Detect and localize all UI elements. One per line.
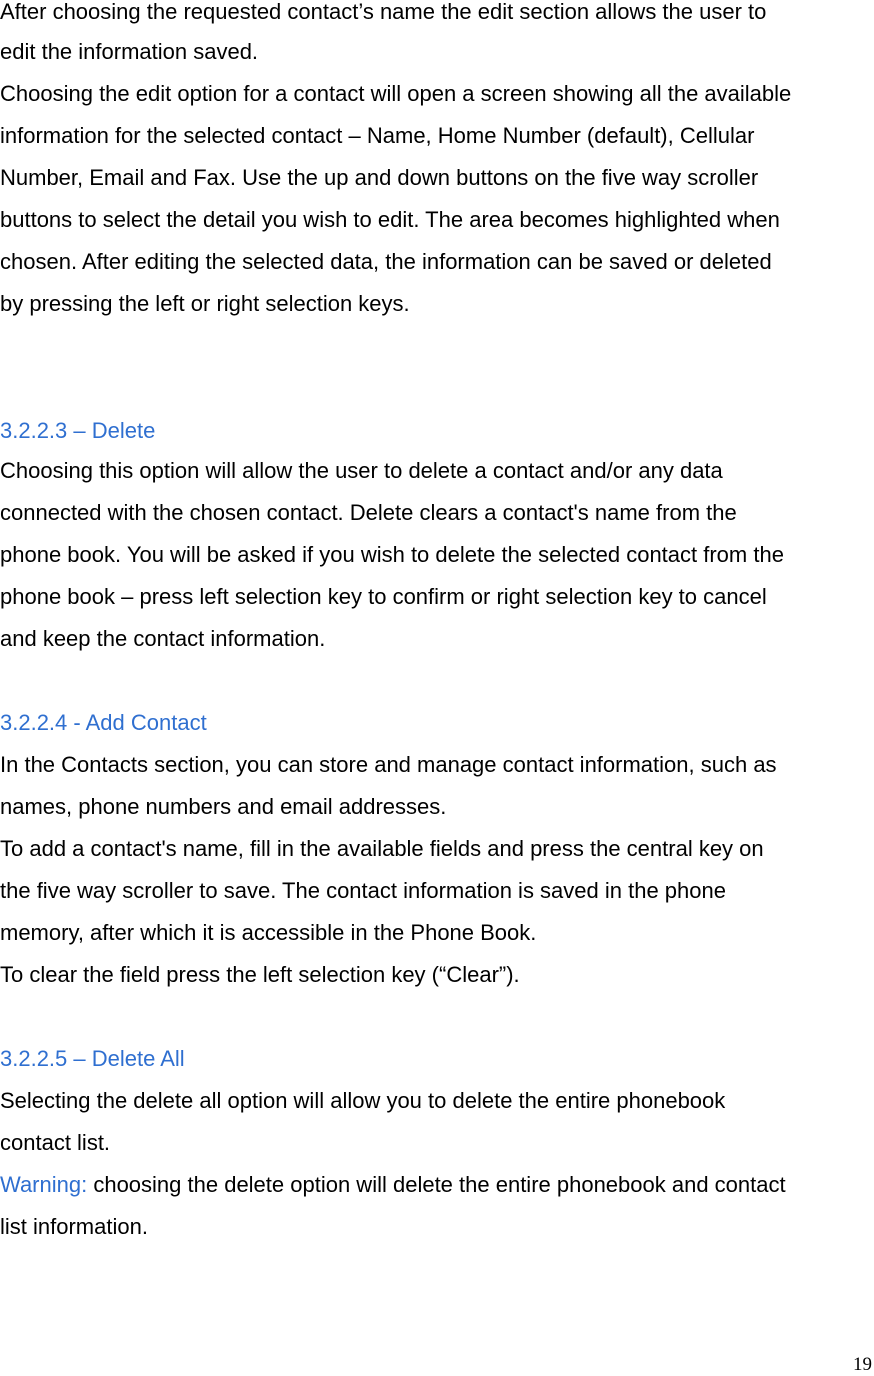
page-number: 19 bbox=[853, 1354, 872, 1375]
intro-line: chosen. After editing the selected data, the information can be saved or deleted bbox=[0, 249, 772, 274]
body-line: memory, after which it is accessible in the Phone Book. bbox=[0, 920, 537, 945]
intro-line: information for the selected contact – Name, Home Number (default), Cellular bbox=[0, 123, 755, 148]
body-line: Selecting the delete all option will allow you to delete the entire phonebook bbox=[0, 1088, 726, 1113]
intro-line: Number, Email and Fax. Use the up and down buttons on the five way scroller bbox=[0, 165, 759, 190]
intro-line: buttons to select the detail you wish to edit. The area becomes highlighted when bbox=[0, 207, 780, 232]
body-line: phone book – press left selection key to confirm or right selection key to cancel bbox=[0, 584, 767, 609]
intro-line: Choosing the edit option for a contact will open a screen showing all the available bbox=[0, 81, 792, 106]
body-line: the five way scroller to save. The contact information is saved in the phone bbox=[0, 878, 726, 903]
section-heading: 3.2.2.3 – Delete bbox=[0, 418, 156, 443]
intro-line: by pressing the left or right selection keys. bbox=[0, 291, 410, 316]
body-line: phone book. You will be asked if you wish to delete the selected contact from the bbox=[0, 542, 784, 567]
warning-label: Warning: bbox=[0, 1172, 88, 1197]
section-heading: 3.2.2.4 - Add Contact bbox=[0, 710, 207, 735]
warning-line bbox=[0, 1171, 786, 1199]
body-line: connected with the chosen contact. Delete clears a contact's name from the bbox=[0, 500, 737, 525]
body-line: and keep the contact information. bbox=[0, 626, 326, 651]
section-heading: 3.2.2.5 – Delete All bbox=[0, 1046, 185, 1071]
warning-text: choosing the delete option will delete the entire phonebook and contact bbox=[87, 1172, 786, 1197]
body-line: contact list. bbox=[0, 1130, 111, 1155]
body-line: Choosing this option will allow the user to delete a contact and/or any data bbox=[0, 458, 723, 483]
body-line: To add a contact's name, fill in the available fields and press the central key on bbox=[0, 836, 764, 861]
intro-line: After choosing the requested contact’s name the edit section allows the user to bbox=[0, 0, 767, 24]
warning-line-continued: list information. bbox=[0, 1214, 148, 1239]
body-line: To clear the field press the left selection key (“Clear”). bbox=[0, 962, 520, 987]
body-line: names, phone numbers and email addresses. bbox=[0, 794, 447, 819]
body-line: In the Contacts section, you can store and manage contact information, such as bbox=[0, 752, 777, 777]
intro-line: edit the information saved. bbox=[0, 39, 259, 64]
